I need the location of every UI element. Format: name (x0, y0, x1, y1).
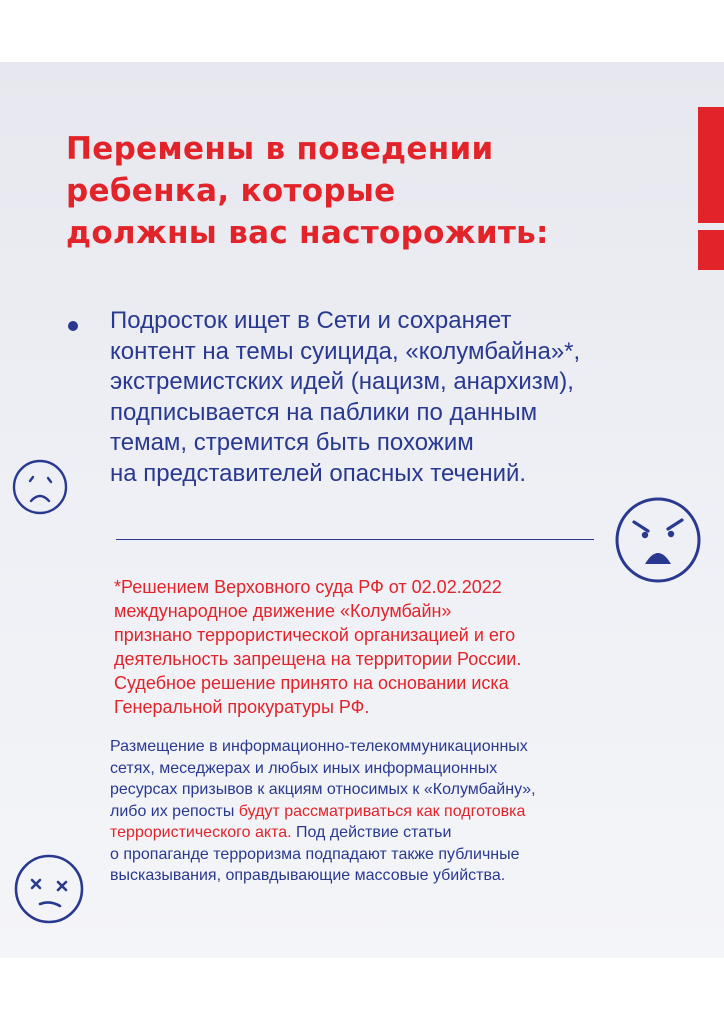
bullet-line: Подросток ищет в Сети и сохраняет (110, 307, 512, 334)
info-card (0, 62, 724, 958)
bullet-line: на представителей опасных течений. (110, 459, 527, 487)
notice-line: ресурсах призывов к акциям относимых к «Колумбайну», (110, 781, 536, 798)
notice-highlight: будут рассматриваться как подготовка (238, 802, 526, 820)
legal-line: международное движение «Колумбайн» (114, 601, 452, 621)
legal-line: *Решением Верховного суда РФ от 02.02.2022 (114, 577, 502, 597)
notice-line (110, 801, 690, 823)
legal-line: Судебное решение принято на основании иска (114, 673, 509, 693)
dizzy-face-icon (12, 852, 86, 926)
notice-text: Под действие статьи (291, 824, 452, 841)
bullet-point-icon (68, 321, 78, 331)
notice-text: либо их репосты (110, 802, 239, 820)
exclamation-mark-icon (698, 107, 724, 223)
bullet-line: темам, стремится быть похожим (110, 429, 474, 456)
legal-notice (110, 736, 690, 887)
bullet-line: контент на темы суицида, «колумбайна»*, (110, 337, 581, 365)
bullet-line: экстремистских идей (нацизм, анархизм), (110, 368, 574, 395)
angry-face-icon (612, 494, 704, 586)
notice-line: Размещение в информационно-телекоммуникационных (110, 738, 528, 755)
headline-line: Перемены в поведении (66, 131, 494, 167)
exclamation-dot-icon (698, 230, 724, 270)
divider (116, 539, 594, 540)
bullet-line: подписывается на паблики по данным (110, 398, 538, 426)
legal-line: Генеральной прокуратуры РФ. (114, 697, 370, 717)
headline-line: ребенка, которые (66, 173, 396, 209)
legal-line: деятельность запрещена на территории России. (114, 649, 522, 669)
legal-line: признано террористической организацией и его (114, 625, 516, 645)
legal-footnote (114, 575, 674, 719)
notice-line: высказывания, оправдывающие массовые убийства. (110, 867, 506, 884)
notice-highlight: террористического акта. (110, 824, 292, 841)
bullet-text (110, 306, 700, 489)
notice-line: сетях, меседжерах и любых иных информационных (110, 759, 498, 777)
notice-line (110, 822, 690, 844)
headline (66, 128, 666, 254)
headline-line: должны вас насторожить: (66, 215, 549, 251)
sad-face-icon (10, 457, 70, 517)
notice-line: о пропаганде терроризма подпадают также публичные (110, 845, 520, 863)
